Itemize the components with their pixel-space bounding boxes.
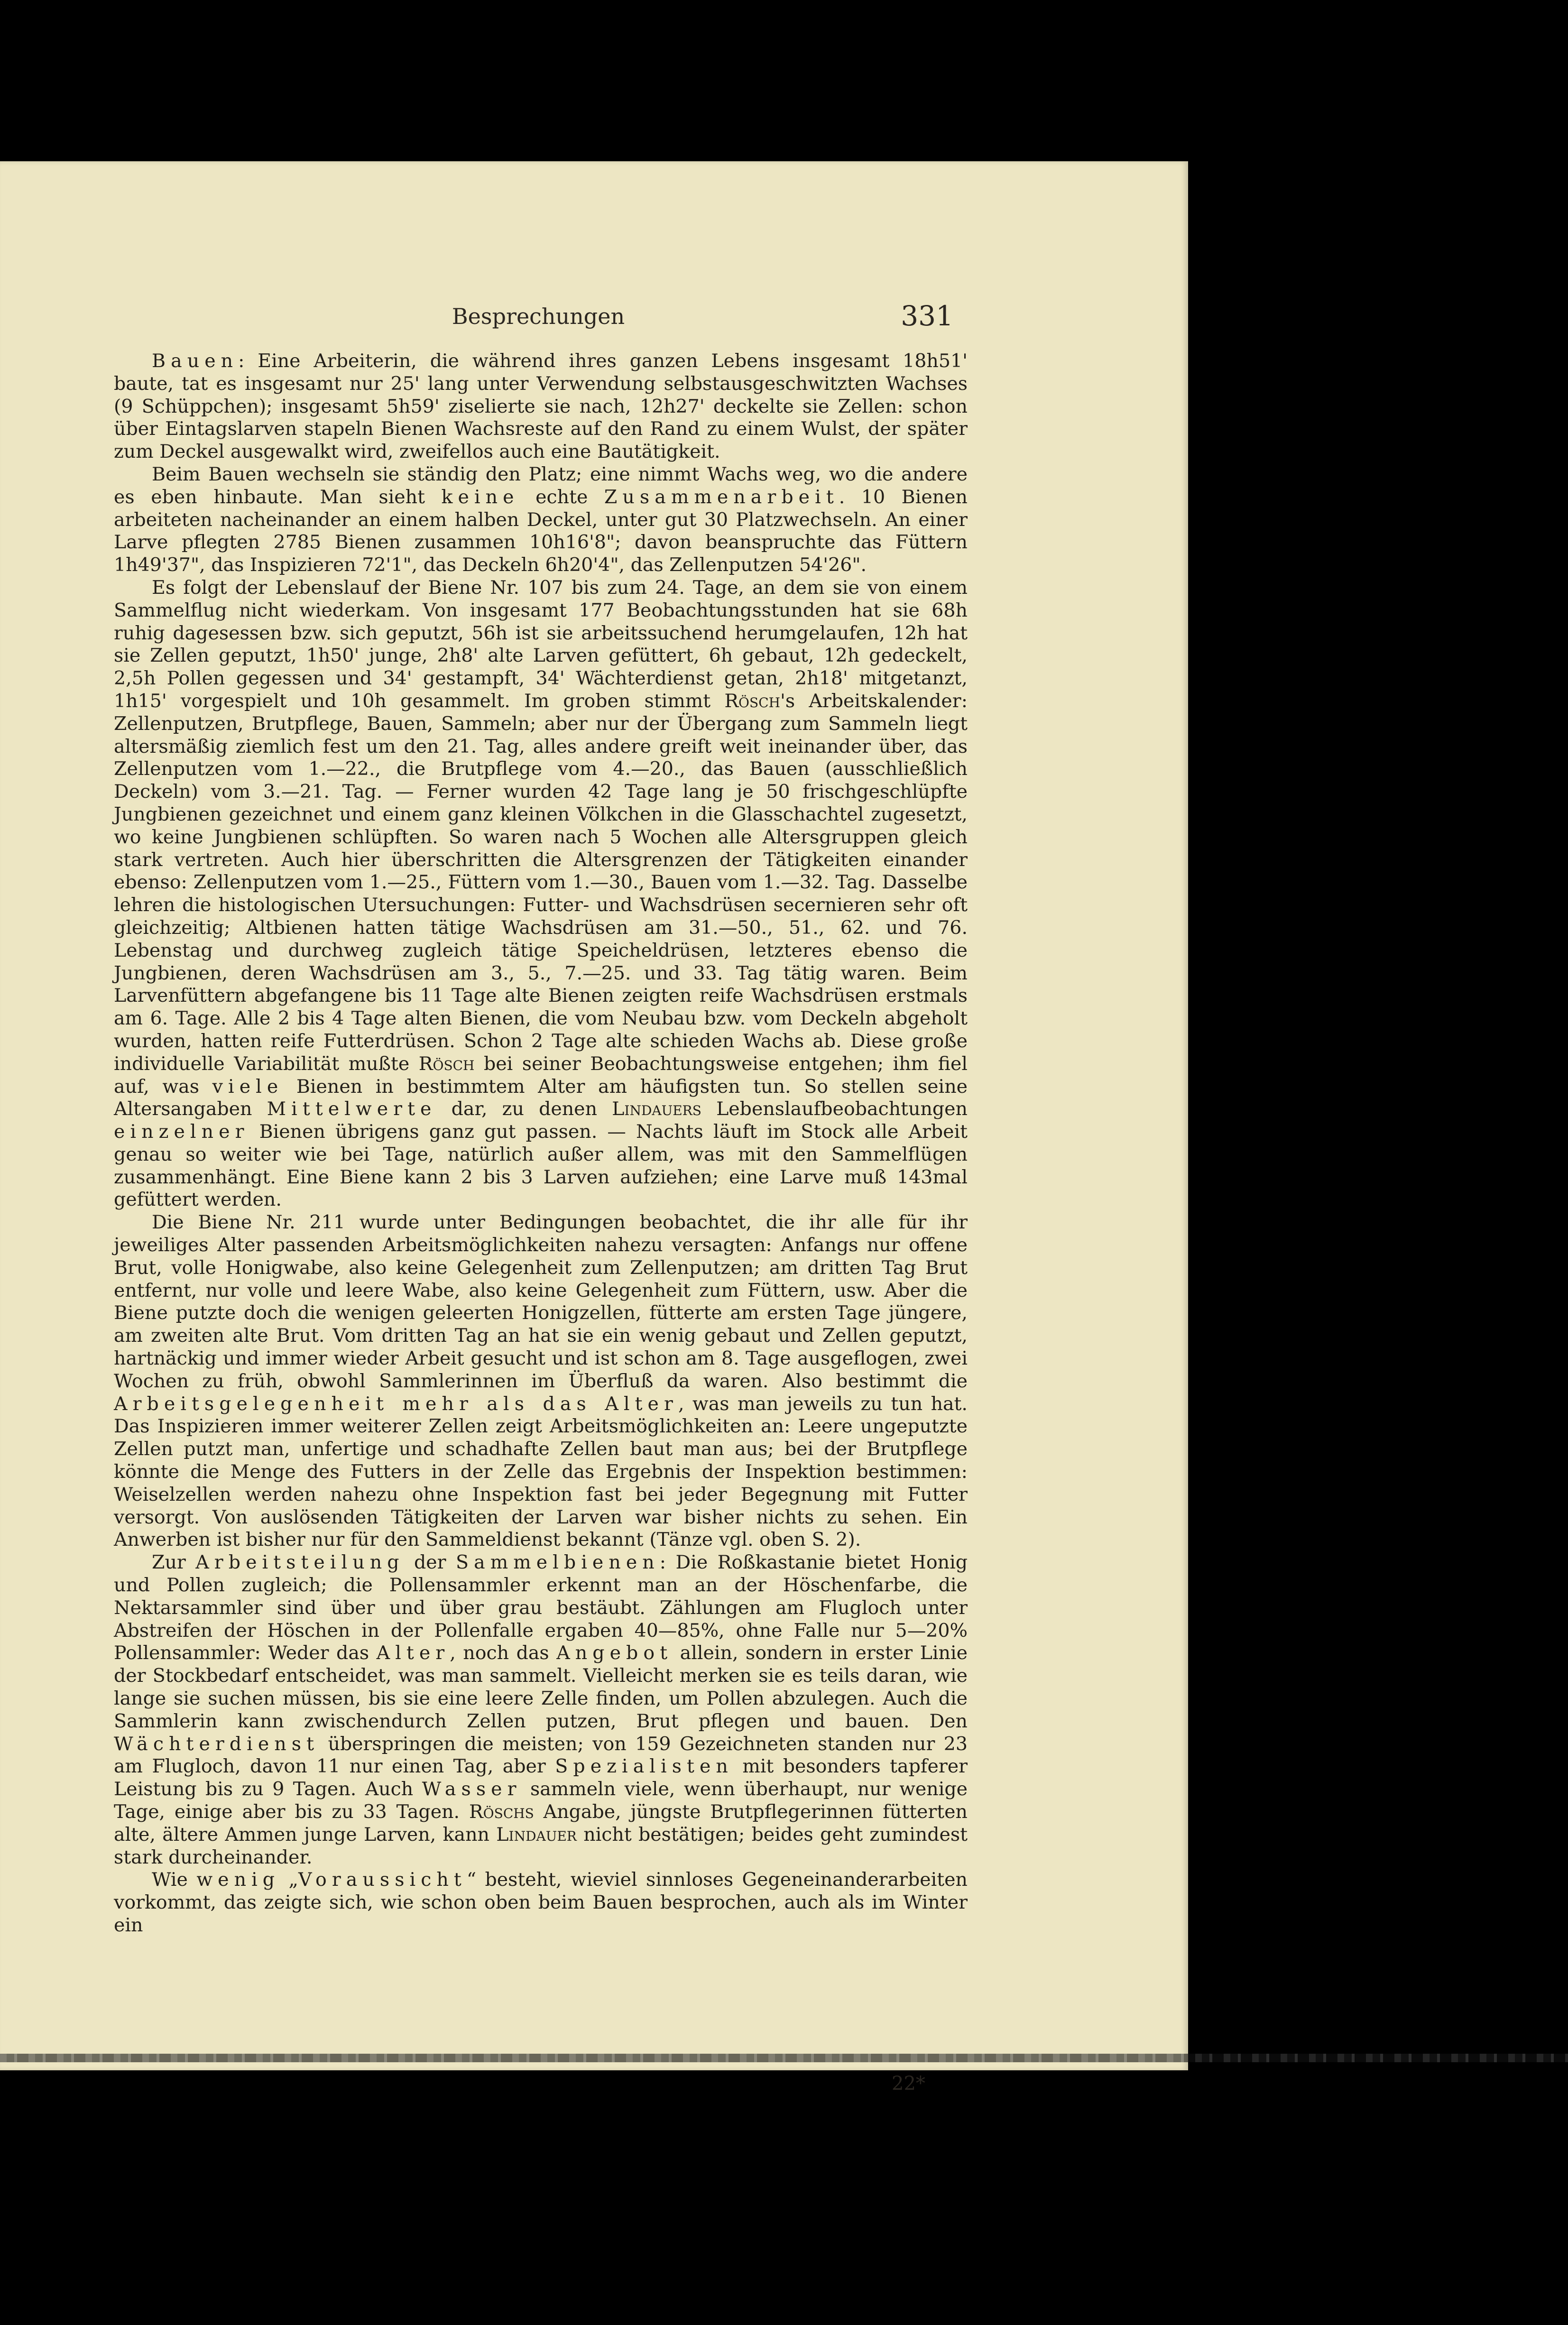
spaced-emphasis: Zusammenarbeit — [604, 486, 839, 508]
text-run: . 10 Bienen arbeiteten nacheinander an einem halben Deckel, unter gut 30 Platzwechseln. An einer Larve pflegten 2785 Bienen zusammen 10h16'8"; davon beanspruchte das Füttern 1h49'37", das Inspizieren 72'1", das Deckeln 6h20'4", das Zellenputzen 54'26". — [114, 486, 968, 576]
text-run: Angabe, jüngste Brutpflegerinnen fütterten alte, ältere Ammen junge Larven, kann — [114, 1801, 968, 1845]
spaced-emphasis: Sammelbienen — [455, 1551, 660, 1574]
text-run: der — [404, 1551, 456, 1574]
spaced-emphasis: Arbeitsteilung — [195, 1551, 405, 1574]
text-run: bei seiner Beobachtungsweise entgehen; ihm fiel auf, was — [114, 1052, 968, 1098]
text-run: sammeln viele, wenn überhaupt, nur wenige Tage, einige aber bis zu 33 Tagen. — [114, 1778, 968, 1823]
spaced-emphasis: Angebot — [556, 1642, 673, 1664]
spaced-emphasis: Arbeitsgelegenheit mehr als das Alter — [114, 1393, 678, 1415]
spaced-emphasis: Wasser — [422, 1778, 522, 1800]
signature-mark: 22* — [892, 2073, 925, 2094]
small-caps-name: Rösch — [724, 690, 781, 712]
text-run: echte — [519, 486, 604, 508]
scan-edge — [0, 2054, 1568, 2062]
text-run: mit besonders tapferer Leistung bis zu 9 Tagen. Auch — [114, 1755, 968, 1800]
small-caps-name: Lindauer — [496, 1823, 577, 1845]
text-run: Die Biene Nr. 211 wurde unter Bedingungen beobachtet, die ihr alle für ihr jeweiliges Alter passenden Arbeitsmöglichkeiten nahezu versagten: Anfangs nur offene Brut, volle Honigwabe, also keine Gelegenheit zum Zellenputzen; am dritten Tag Brut entfernt, nur volle und leere Wabe, also keine Gelegenheit zum Füttern, usw. Aber die Biene putzte doch die wenigen geleerten Honigzellen, fütterte am ersten Tage jüngere, am zweiten alte Brut. Vom dritten Tag an hat sie ein wenig gebaut und Zellen geputzt, hartnäckig und immer wieder Arbeit gesucht und ist schon am 8. Tage ausgeflogen, zwei Wochen zu früh, obwohl Sammlerinnen im Überfluß da waren. Also bestimmt die — [114, 1211, 968, 1392]
paragraph — [114, 1211, 968, 1551]
paragraph — [114, 350, 968, 463]
text-run: dar, zu denen — [436, 1098, 612, 1120]
spaced-emphasis: Spezialisten — [555, 1755, 733, 1778]
text-run: Es folgt der Lebenslauf der Biene Nr. 107 bis zum 24. Tage, an dem sie von einem Sammelflug nicht wiederkam. Von insgesamt 177 Beobachtungsstunden hat sie 68h ruhig dagesessen bzw. sich geputzt, 56h ist sie arbeitssuchend herumgelaufen, 12h hat sie Zellen geputzt, 1h50' junge, 2h8' alte Larven gefüttert, 6h gebaut, 12h gedeckelt, 2,5h Pollen gegessen und 34' gestampft, 34' Wächterdienst getan, 2h18' mitgetanzt, 1h15' vorgespielt und 10h gesammelt. Im groben stimmt — [114, 576, 968, 712]
paragraph — [114, 1551, 968, 1869]
running-title: Besprechungen — [452, 304, 625, 329]
text-run: , was man jeweils zu tun hat. Das Inspizieren immer weiterer Zellen zeigt Arbeitsmöglichkeiten an: Leere ungeputzte Zellen putzt man, unfertige und schadhafte Zellen baut man aus; bei der Brutpflege könnte die Menge des Futters in der Zelle das Ergebnis der Inspektion bestimmen: Weiselzellen werden nahezu ohne Inspektion fast bei jeder Begegnung mit Futter versorgt. Von auslösenden Tätigkeiten der Larven war bisher nichts zu sehen. Ein Anwerben ist bisher nur für den Sammeldienst bekannt (Tänze vgl. oben S. 2). — [114, 1393, 968, 1551]
spaced-emphasis: einzelner — [114, 1121, 249, 1143]
text-run: : Eine Arbeiterin, die während ihres ganzen Lebens insgesamt 18h51' baute, tat es insgesamt nur 25' lang unter Verwendung selbstausgeschwitzten Wachses (9 Schüppchen); insgesamt 5h59' ziselierte sie nach, 12h27' deckelte sie Zellen: schon über Eintagslarven stapeln Bienen Wachsreste auf den Rand zu einem Wulst, der später zum Deckel ausgewalkt wird, zweifellos auch eine Bautätigkeit. — [114, 350, 968, 463]
text-run: “ besteht, wieviel sinnloses Gegeneinanderarbeiten vorkommt, das zeigte sich, wie schon oben beim Bauen besprochen, auch als im Winter ein — [114, 1869, 968, 1936]
text-run: „ — [280, 1869, 299, 1891]
spaced-emphasis: Alter — [376, 1642, 450, 1664]
text-run: Beim Bauen wechseln sie ständig den Platz; eine nimmt Wachs weg, wo die andere es eben hinbaute. Man sieht — [114, 463, 968, 508]
text-run: , noch das — [450, 1642, 557, 1664]
spaced-emphasis: keine — [441, 486, 519, 508]
text-run: Wie — [152, 1869, 197, 1891]
page-header — [123, 300, 953, 346]
text-run: Bienen in bestimmtem Alter am häufigsten tun. So stellen seine Altersangaben — [114, 1075, 968, 1120]
text-run: Lebenslaufbeobachtungen — [701, 1098, 968, 1120]
text-run: Bienen übrigens ganz gut passen. — Nachts läuft im Stock alle Arbeit genau so weiter wie bei Tage, natürlich außer allem, was mit den Sammelflügen zusammenhängt. Eine Biene kann 2 bis 3 Larven aufziehen; eine Larve muß 143mal gefüttert werden. — [114, 1121, 968, 1211]
page-number: 331 — [901, 300, 953, 332]
article-body — [114, 350, 968, 1937]
small-caps-name: Lindauers — [612, 1098, 701, 1120]
text-run: überspringen die meisten; von 159 Gezeichneten standen nur 23 am Flugloch, davon 11 nur einen Tag, aber — [114, 1733, 968, 1778]
spaced-emphasis: Bauen — [152, 350, 239, 372]
spaced-emphasis: Wächterdienst — [114, 1733, 320, 1755]
small-caps-name: Röschs — [469, 1801, 534, 1823]
paragraph — [114, 463, 968, 577]
text-run: 's Arbeitskalender: Zellenputzen, Brutpflege, Bauen, Sammeln; aber nur der Übergang zum Sammeln liegt altersmäßig ziemlich fest um den 21. Tag, alles andere greift weit ineinander über, das Zellenputzen vom 1.—22., die Brutpflege vom 4.—20., das Bauen (ausschließlich Deckeln) vom 3.—21. Tag. — Ferner wurden 42 Tage lang je 50 frischgeschlüpfte Jungbienen gezeichnet und einem ganz kleinen Völkchen in die Glasschachtel zugesetzt, wo keine Jungbienen schlüpften. So waren nach 5 Wochen alle Altersgruppen gleich stark vertreten. Auch hier überschritten die Altersgrenzen der Tätigkeiten einander ebenso: Zellenputzen vom 1.—25., Füttern vom 1.—30., Bauen vom 1.—32. Tag. Dasselbe lehren die histologischen Utersuchungen: Futter- und Wachsdrüsen secernieren sehr oft gleichzeitig; Altbienen hatten tätige Wachsdrüsen am 31.—50., 51., 62. und 76. Lebenstag und durchweg zugleich tätige Speicheldrüsen, letzteres ebenso die Jungbienen, deren Wachsdrüsen am 3., 5., 7.—25. und 33. Tag tätig waren. Beim Larvenfüttern abgefangene bis 11 Tage alte Bienen zeigten reife Wachsdrüsen erstmals am 6. Tage. Alle 2 bis 4 Tage alten Bienen, die vom Neubau bzw. vom Deckeln abgeholt wurden, hatten reife Futterdrüsen. Schon 2 Tage alte schieden Wachs ab. Diese große individuelle Variabilität mußte — [114, 690, 968, 1075]
spaced-emphasis: wenig — [196, 1869, 280, 1891]
text-run: allein, sondern in erster Linie der Stockbedarf entscheidet, was man sammelt. Vielleicht merken sie es teils daran, wie lange sie suchen müssen, bis sie eine leere Zelle finden, um Pollen abzulegen. Auch die Sammlerin kann zwischendurch Zellen putzen, Brut pflegen und bauen. Den — [114, 1642, 968, 1732]
spaced-emphasis: Mittelwerte — [267, 1098, 437, 1120]
small-caps-name: Rösch — [418, 1052, 475, 1075]
text-run: Zur — [152, 1551, 196, 1574]
text-run: nicht bestätigen; beides geht zumindest stark durcheinander. — [114, 1823, 968, 1868]
book-page — [0, 161, 1188, 2094]
paragraph — [114, 1869, 968, 1937]
paragraph — [114, 577, 968, 1211]
text-run: : Die Roßkastanie bietet Honig und Pollen zugleich; die Pollensammler erkennt man an der Höschenfarbe, die Nektarsammler sind über und über grau bestäubt. Zählungen am Flugloch unter Abstreifen der Höschen in der Pollenfalle ergaben 40—85%, ohne Falle nur 5—20% Pollensammler: Weder das — [114, 1551, 968, 1664]
spaced-emphasis: viele — [212, 1075, 284, 1098]
spaced-emphasis: Voraussicht — [298, 1869, 467, 1891]
